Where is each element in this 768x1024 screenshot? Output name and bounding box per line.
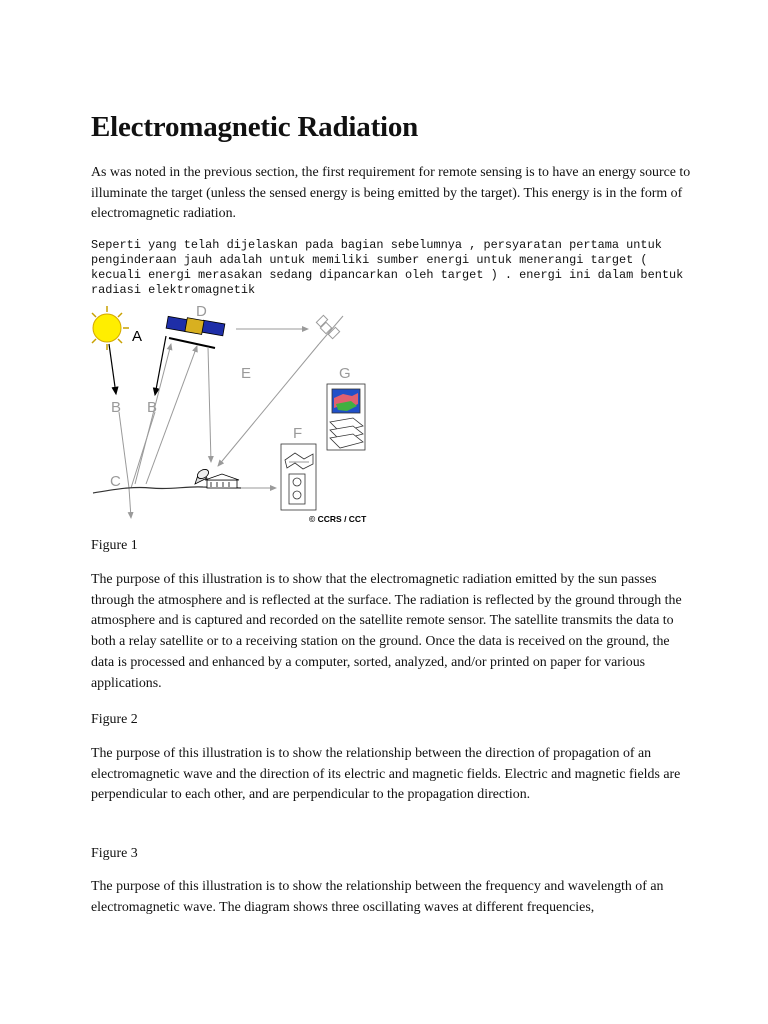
page-title: Electromagnetic Radiation	[91, 111, 419, 143]
label-d: D	[196, 303, 207, 320]
processing-computer-icon	[281, 444, 316, 510]
label-b-right: B	[147, 399, 158, 416]
label-c: C	[110, 473, 121, 490]
label-e: E	[241, 365, 252, 382]
figure-2-caption: Figure 2	[91, 712, 138, 727]
figure-2-description: The purpose of this illustration is to show the relationship between the direction of propagation of an electromagnetic wave and the direction of its electric and magnetic fields. Electric and magnetic fields are perpendicular to each other, and are perpendicular to the propagation direction.	[91, 746, 681, 803]
satellite-icon	[166, 316, 225, 348]
label-f: F	[293, 425, 303, 442]
receiving-station-icon	[195, 468, 239, 488]
relay-satellite-icon	[316, 315, 343, 344]
label-a: A	[132, 328, 143, 345]
sun-icon	[91, 306, 129, 350]
figure-1-caption: Figure 1	[91, 538, 138, 553]
output-image-icon	[327, 384, 365, 450]
figure-3-description: The purpose of this illustration is to show the relationship between the frequency and wavelength of an electromagnetic wave. The diagram shows three oscillating waves at different frequencies,	[91, 879, 664, 915]
arrow-sun-to-b1	[109, 344, 116, 394]
figure-3-caption: Figure 3	[91, 846, 138, 861]
translation-paragraph: Seperti yang telah dijelaskan pada bagian sebelumnya , persyaratan pertama untuk penginderaan jauh adalah untuk memiliki sumber energi untuk menerangi target ( kecuali energi merasakan sedang dipancarkan oleh target ) . energi ini dalam bentuk radiasi elektromagnetik	[91, 238, 684, 297]
label-b-left: B	[111, 399, 122, 416]
figure-credit: © CCRS / CCT	[309, 514, 367, 524]
figure-1-description: The purpose of this illustration is to show that the electromagnetic radiation emitted by the sun passes through the atmosphere and is reflected at the surface. The radiation is reflected by the ground through the atmosphere and is captured and recorded on the satellite remote sensor. The satellite transmits the data to both a relay satellite or to a receiving station on the ground. Once the data is received on the ground, the data is processed and enhanced by a computer, sorted, analyzed, and/or printed on paper for various applications.	[91, 572, 682, 691]
label-g: G	[339, 365, 351, 382]
intro-paragraph: As was noted in the previous section, the first requirement for remote sensing is to have an energy source to illuminate the target (unless the sensed energy is being emitted by the target). This energy is in the form of electromagnetic radiation.	[91, 165, 691, 222]
remote-sensing-diagram	[91, 302, 381, 528]
